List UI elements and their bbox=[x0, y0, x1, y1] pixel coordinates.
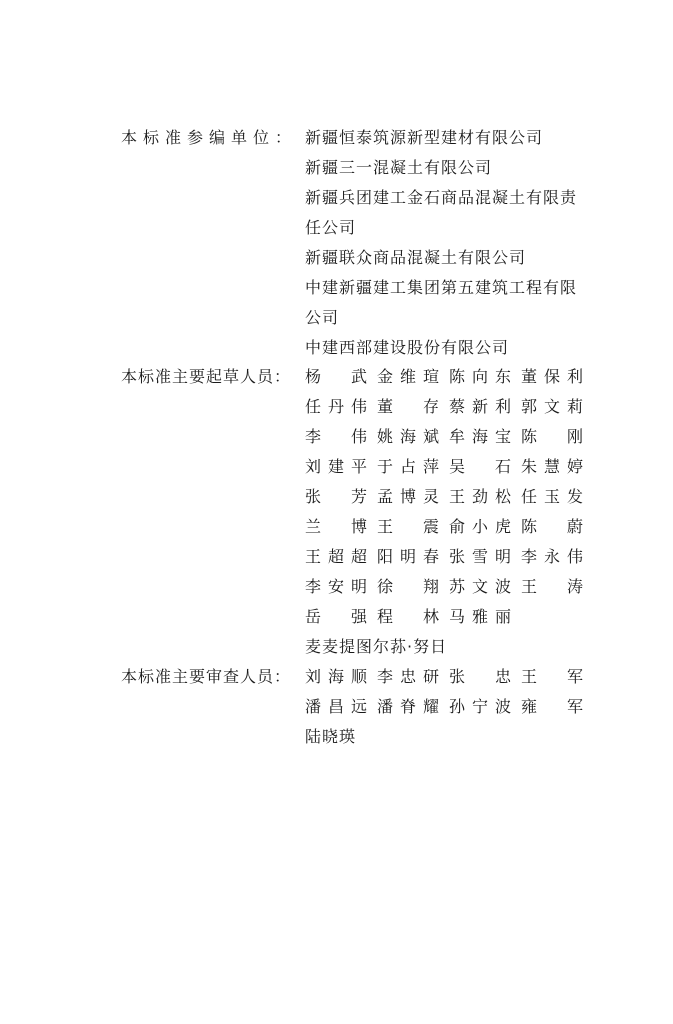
person-name: 雍 军 bbox=[521, 697, 583, 716]
unit-line: 中建新疆建工集团第五建筑工程有限 bbox=[305, 278, 578, 297]
person-name: 徐 翔 bbox=[377, 577, 439, 596]
person-name: 金 维 瑄 bbox=[377, 367, 439, 386]
person-name: 张 芳 bbox=[305, 487, 367, 506]
person-name: 陈 向 东 bbox=[449, 367, 511, 386]
person-name: 张 忠 bbox=[449, 667, 511, 686]
reviewers-list bbox=[305, 662, 605, 752]
person-name: 吴 石 bbox=[449, 457, 511, 476]
name-row bbox=[305, 692, 605, 722]
person-name: 苏 文 波 bbox=[449, 577, 511, 596]
person-name: 麦麦提图尔荪·努日 bbox=[305, 637, 448, 656]
person-name: 王 超 超 bbox=[305, 547, 367, 566]
person-name: 董 存 bbox=[377, 397, 439, 416]
name-row bbox=[305, 512, 605, 542]
person-name: 张 雪 明 bbox=[449, 547, 511, 566]
drafters-label: 本标准主要起草人员： bbox=[121, 367, 292, 386]
name-row bbox=[305, 662, 605, 692]
person-name: 牟 海 宝 bbox=[449, 427, 511, 446]
person-name: 王 涛 bbox=[521, 577, 583, 596]
person-name: 任 丹 伟 bbox=[305, 397, 367, 416]
person-name: 陆晓瑛 bbox=[305, 727, 357, 746]
person-name: 潘 脊 耀 bbox=[377, 697, 439, 716]
person-name: 陈 蔚 bbox=[521, 517, 583, 536]
name-row bbox=[305, 572, 605, 602]
unit-line: 新疆恒泰筑源新型建材有限公司 bbox=[305, 128, 544, 147]
person-name: 王 劲 松 bbox=[449, 487, 511, 506]
name-row bbox=[305, 452, 605, 482]
person-name: 俞 小 虎 bbox=[449, 517, 511, 536]
name-row bbox=[305, 542, 605, 572]
reviewers-label: 本标准主要审查人员： bbox=[121, 667, 292, 686]
person-name: 任 玉 发 bbox=[521, 487, 583, 506]
name-row bbox=[305, 392, 605, 422]
participating-units-label: 本标准参编单位： bbox=[121, 128, 298, 147]
name-row bbox=[305, 362, 605, 392]
person-name: 杨 武 bbox=[305, 367, 367, 386]
person-name: 马 雅 丽 bbox=[449, 607, 511, 626]
person-name: 孟 博 灵 bbox=[377, 487, 439, 506]
person-name: 岳 强 bbox=[305, 607, 367, 626]
person-name: 阳 明 春 bbox=[377, 547, 439, 566]
person-name: 董 保 利 bbox=[521, 367, 583, 386]
participating-units-list bbox=[305, 123, 605, 363]
person-name: 李 安 明 bbox=[305, 577, 367, 596]
person-name: 朱 慧 婷 bbox=[521, 457, 583, 476]
drafters-list bbox=[305, 362, 605, 662]
name-row bbox=[305, 422, 605, 452]
unit-line: 新疆三一混凝土有限公司 bbox=[305, 158, 493, 177]
person-name: 王 震 bbox=[377, 517, 439, 536]
unit-line: 新疆兵团建工金石商品混凝土有限责 bbox=[305, 188, 578, 207]
person-name: 陈 刚 bbox=[521, 427, 583, 446]
person-name: 刘 海 顺 bbox=[305, 667, 367, 686]
person-name: 潘 昌 远 bbox=[305, 697, 367, 716]
person-name: 孙 宁 波 bbox=[449, 697, 511, 716]
person-name: 李 伟 bbox=[305, 427, 367, 446]
person-name: 于 占 萍 bbox=[377, 457, 439, 476]
name-row bbox=[305, 602, 605, 632]
unit-line: 中建西部建设股份有限公司 bbox=[305, 338, 510, 357]
person-name: 姚 海 斌 bbox=[377, 427, 439, 446]
person-name: 刘 建 平 bbox=[305, 457, 367, 476]
person-name: 李 忠 研 bbox=[377, 667, 439, 686]
unit-line: 新疆联众商品混凝土有限公司 bbox=[305, 248, 527, 267]
name-row bbox=[305, 632, 605, 662]
person-name: 蔡 新 利 bbox=[449, 397, 511, 416]
person-name: 郭 文 莉 bbox=[521, 397, 583, 416]
person-name: 李 永 伟 bbox=[521, 547, 583, 566]
name-row bbox=[305, 482, 605, 512]
name-row bbox=[305, 722, 605, 752]
unit-line: 任公司 bbox=[305, 218, 357, 237]
person-name: 程 林 bbox=[377, 607, 439, 626]
unit-line: 公司 bbox=[305, 308, 340, 327]
person-name: 王 军 bbox=[521, 667, 583, 686]
person-name: 兰 博 bbox=[305, 517, 367, 536]
